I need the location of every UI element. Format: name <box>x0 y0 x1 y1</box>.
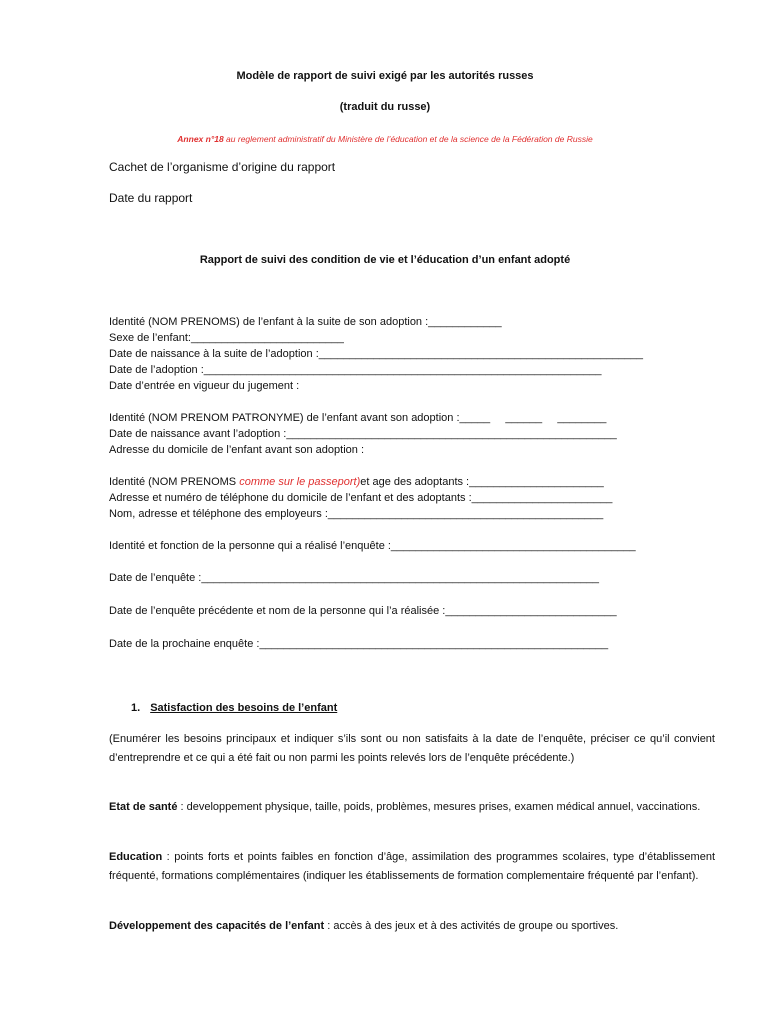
adoption-date-field: Date de l’adoption :_________________________________________________________________ <box>109 364 602 376</box>
employers-field: Nom, adresse et téléphone des employeurs :_____________________________________________ <box>109 508 604 520</box>
education-paragraph <box>109 848 715 886</box>
health-text: : developpement physique, taille, poids, problèmes, mesures prises, examen médical annuel, vaccinations. <box>177 801 701 813</box>
report-title: Rapport de suivi des condition de vie et l’éducation d’un enfant adopté <box>199 254 571 266</box>
document-title: Modèle de rapport de suivi exigé par les autorités russes <box>236 70 534 82</box>
development-paragraph <box>109 917 715 936</box>
address-before-field: Adresse du domicile de l’enfant avant son adoption : <box>109 444 364 456</box>
health-label: Etat de santé <box>109 801 178 813</box>
section1-intro: (Enumérer les besoins principaux et indiquer s’ils sont ou non satisfaits à la date de l’enquête, préciser ce qu’il convient d’entreprendre et ce qui a été fait ou non parmi les points relevés lors de l’enquête précédente.) <box>109 733 715 764</box>
passport-note: comme sur le passeport) <box>239 476 361 488</box>
annex-label: Annex n°18 <box>177 134 224 144</box>
annex-reference <box>0 134 770 144</box>
child-identity-before-field: Identité (NOM PRENOM PATRONYME) de l’enfant avant son adoption :_____ ______ ________ <box>109 412 607 424</box>
adopters-identity-prefix: Identité (NOM PRENOMS <box>109 476 240 488</box>
section1-number: 1. <box>131 702 141 714</box>
previous-investigation-field: Date de l’enquête précédente et nom de la personne qui l’a réalisée :____________________________ <box>109 605 617 617</box>
investigation-date-field: Date de l’enquête :_________________________________________________________________ <box>109 572 599 584</box>
next-investigation-field: Date de la prochaine enquête :_________________________________________________________ <box>109 638 609 650</box>
birth-date-before-field: Date de naissance avant l’adoption :______________________________________________________ <box>109 428 617 440</box>
adopters-identity-suffix: et age des adoptants :______________________ <box>360 476 604 488</box>
child-sex-field: Sexe de l’enfant:_________________________ <box>109 332 344 344</box>
judgment-date-field: Date d’entrée en vigueur du jugement : <box>109 380 300 392</box>
birth-date-after-field: Date de naissance à la suite de l’adoption :_____________________________________________________ <box>109 348 643 360</box>
investigator-field: Identité et fonction de la personne qui a réalisé l’enquête :________________________________________ <box>109 540 636 552</box>
annex-text: au reglement administratif du Ministère de l’éducation et de la science de la Fédération de Russie <box>223 134 593 144</box>
section1-heading <box>131 702 337 714</box>
document-subtitle: (traduit du russe) <box>339 101 431 113</box>
adopters-identity-field <box>109 476 604 488</box>
stamp-field: Cachet de l’organisme d’origine du rapport <box>109 160 336 174</box>
report-date-field: Date du rapport <box>109 191 193 205</box>
education-label: Education <box>109 851 163 863</box>
education-text: : points forts et points faibles en fonction d’âge, assimilation des programmes scolaires, type d’établissement fréquenté, formations complémentaires (indiquer les établissements de formation complementaire fréquenté par l’enfant). <box>109 851 715 882</box>
section1-title: Satisfaction des besoins de l’enfant <box>150 702 338 714</box>
child-identity-after-field: Identité (NOM PRENOMS) de l’enfant à la suite de son adoption :____________ <box>109 316 502 328</box>
development-text: : accès à des jeux et à des activités de groupe ou sportives. <box>324 920 619 932</box>
development-label: Développement des capacités de l’enfant <box>109 920 325 932</box>
health-paragraph <box>109 798 715 817</box>
home-address-field: Adresse et numéro de téléphone du domicile de l’enfant et des adoptants :_______________________ <box>109 492 613 504</box>
